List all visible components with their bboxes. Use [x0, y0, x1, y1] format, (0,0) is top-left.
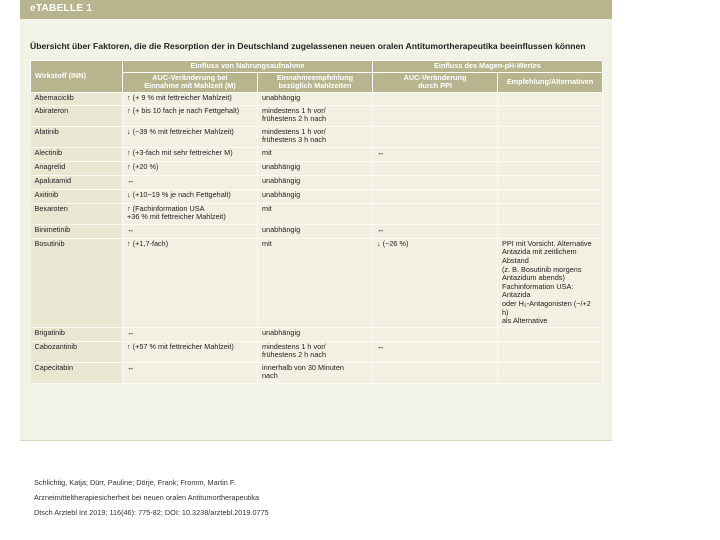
cell-drug-name: Anagrelid	[31, 161, 123, 175]
table-row	[31, 161, 603, 175]
cell-auc-food: ↑ (+1,7-fach)	[123, 238, 258, 327]
cell-rec-ph	[498, 105, 603, 126]
cell-rec-food: mit	[258, 203, 373, 224]
cell-auc-ppi: ↔	[373, 341, 498, 362]
cell-auc-food: ↑ (+20 %)	[123, 161, 258, 175]
cell-rec-ph	[498, 224, 603, 238]
cell-rec-food: mindestens 1 h vor/ frühestens 2 h nach	[258, 341, 373, 362]
cell-rec-ph: PPI mit Vorsicht. Alternative Antazida mit zeitlichem Abstand (z. B. Bosutinib morgens Antazidum abends) Fachinformation USA: Antazida oder H₂-Antagonisten (−/+2 h) als Alternative	[498, 238, 603, 327]
cell-drug-name: Bexaroten	[31, 203, 123, 224]
caption-article: Arzneimitteltherapiesicherheit bei neuen oralen Antitumortherapeutika	[34, 493, 260, 502]
cell-auc-ppi: ↔	[373, 224, 498, 238]
table-label: eTABELLE 1	[30, 3, 93, 14]
cell-rec-ph	[498, 189, 603, 203]
cell-drug-name: Axitinib	[31, 189, 123, 203]
caption-citation: Dtsch Arztebl Int 2019; 116(46): 775-82; DOI: 10.3238/arztebl.2019.0775	[34, 508, 269, 517]
cell-auc-food: ↑ (+ 9 % mit fettreicher Mahlzeit)	[123, 92, 258, 105]
cell-rec-ph	[498, 203, 603, 224]
header-wirkstoff: Wirkstoff (INN)	[31, 61, 123, 93]
cell-auc-ppi	[373, 161, 498, 175]
table-row	[31, 238, 603, 327]
cell-auc-food: ↓ (−39 % mit fettreicher Mahlzeit)	[123, 126, 258, 147]
cell-rec-food: unabhängig	[258, 189, 373, 203]
cell-rec-ph	[498, 126, 603, 147]
header-auc-ppi: AUC-Veränderung durch PPI	[373, 72, 498, 92]
table-row	[31, 341, 603, 362]
cell-auc-ppi	[373, 362, 498, 383]
cell-auc-ppi: ↓ (−26 %)	[373, 238, 498, 327]
cell-rec-food: unabhängig	[258, 161, 373, 175]
cell-drug-name: Bosutinib	[31, 238, 123, 327]
cell-rec-ph	[498, 362, 603, 383]
header-group-ph: Einfluss des Magen-pH-Wertes	[373, 61, 603, 73]
cell-rec-ph	[498, 92, 603, 105]
cell-auc-ppi: ↔	[373, 147, 498, 161]
cell-rec-ph	[498, 341, 603, 362]
header-auc-food: AUC-Veränderung bei Einnahme mit Mahlzeit (M)	[123, 72, 258, 92]
data-table	[30, 60, 603, 384]
cell-auc-food: ↑ (+ bis 10 fach je nach Fettgehalt)	[123, 105, 258, 126]
cell-drug-name: Brigatinib	[31, 327, 123, 341]
table-row	[31, 203, 603, 224]
cell-rec-ph	[498, 327, 603, 341]
header-rec-food: Einnahmeempfehlung bezüglich Mahlzeiten	[258, 72, 373, 92]
cell-auc-ppi	[373, 203, 498, 224]
cell-drug-name: Capecitabin	[31, 362, 123, 383]
table-title: Übersicht über Faktoren, die die Resorption der in Deutschland zugelassenen neuen oralen Antitumortherapeutika beeinflussen können	[30, 41, 586, 51]
cell-drug-name: Alectinib	[31, 147, 123, 161]
cell-rec-ph	[498, 147, 603, 161]
cell-drug-name: Apalutamid	[31, 175, 123, 189]
cell-drug-name: Binimetinib	[31, 224, 123, 238]
table-row	[31, 327, 603, 341]
cell-auc-food: ↔	[123, 327, 258, 341]
cell-auc-food: ↑ (+3-fach mit sehr fettreicher M)	[123, 147, 258, 161]
cell-auc-ppi	[373, 105, 498, 126]
cell-auc-food: ↔	[123, 175, 258, 189]
table-row	[31, 92, 603, 105]
cell-rec-food: mit	[258, 238, 373, 327]
cell-rec-food: mindestens 1 h vor/ frühestens 2 h nach	[258, 105, 373, 126]
cell-drug-name: Afatinib	[31, 126, 123, 147]
cell-drug-name: Cabozantinib	[31, 341, 123, 362]
cell-auc-ppi	[373, 126, 498, 147]
cell-rec-food: unabhängig	[258, 327, 373, 341]
cell-rec-food: unabhängig	[258, 224, 373, 238]
table-row	[31, 224, 603, 238]
cell-auc-ppi	[373, 189, 498, 203]
cell-auc-ppi	[373, 175, 498, 189]
cell-rec-ph	[498, 175, 603, 189]
cell-rec-food: mit	[258, 147, 373, 161]
caption-authors: Schlichtig, Katja; Dürr, Pauline; Dörje, Frank; Fromm, Martin F.	[34, 478, 236, 487]
cell-auc-food: ↓ (+10−19 % je nach Fettgehalt)	[123, 189, 258, 203]
table-label-bar	[20, 0, 612, 19]
cell-auc-ppi	[373, 327, 498, 341]
header-rec-ph: Empfehlung/Alternativen	[498, 72, 603, 92]
cell-rec-food: innerhalb von 30 Minuten nach	[258, 362, 373, 383]
cell-auc-ppi	[373, 92, 498, 105]
cell-auc-food: ↔	[123, 224, 258, 238]
header-group-food: Einfluss von Nahrungsaufnahme	[123, 61, 373, 73]
cell-rec-food: unabhängig	[258, 175, 373, 189]
cell-drug-name: Abirateron	[31, 105, 123, 126]
cell-auc-food: ↑ (Fachinformation USA +36 % mit fettreicher Mahlzeit)	[123, 203, 258, 224]
table-figure	[20, 0, 612, 441]
cell-rec-ph	[498, 161, 603, 175]
cell-drug-name: Abemaciclib	[31, 92, 123, 105]
table-row	[31, 147, 603, 161]
table-row	[31, 175, 603, 189]
cell-auc-food: ↔	[123, 362, 258, 383]
table-row	[31, 362, 603, 383]
cell-auc-food: ↑ (+57 % mit fettreicher Mahlzeit)	[123, 341, 258, 362]
cell-rec-food: mindestens 1 h vor/ frühestens 3 h nach	[258, 126, 373, 147]
table-row	[31, 126, 603, 147]
table-row	[31, 105, 603, 126]
cell-rec-food: unabhängig	[258, 92, 373, 105]
table-row	[31, 189, 603, 203]
